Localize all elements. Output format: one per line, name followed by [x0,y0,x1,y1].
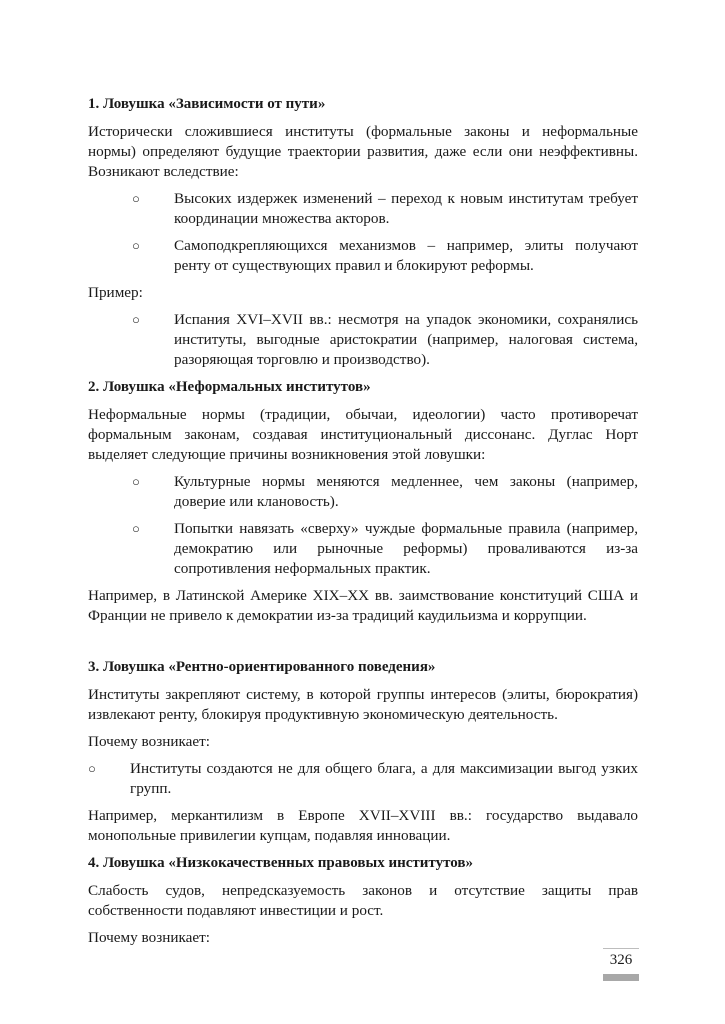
bullet-marker: ○ [132,312,140,327]
bullet-marker: ○ [88,761,96,776]
why-label: Почему возникает: [88,929,210,946]
list-item-text: Испания XVI–XVII вв.: несмотря на упадок экономики, сохранялись институты, выгодные аристократии (например, налоговая система, разоряющая торговлю и производство). [174,311,638,368]
section-3-intro: Институты закрепляют систему, в которой группы интересов (элиты, бюрократия) извлекают ренту, блокируя продуктивную экономическую деятельность. [88,686,638,723]
bullet-marker: ○ [132,474,140,489]
section-3-closing: Например, меркантилизм в Европе XVII–XVIII вв.: государство выдавало монопольные привилегии купцам, подавляя инновации. [88,807,638,844]
list-item [88,310,638,370]
list-item-text: Институты создаются не для общего блага, а для максимизации выгод узких групп. [130,760,638,797]
list-item [88,236,638,276]
section-1-heading: 1. Ловушка «Зависимости от пути» [88,96,326,112]
page-number: 326 [609,952,633,968]
list-item [88,189,638,229]
page-number-bar [603,974,639,981]
bullet-marker: ○ [132,191,140,206]
section-2-closing: Например, в Латинской Америке XIX–XX вв. заимствование конституций США и Франции не привело к демократии из-за традиций каудильизма и коррупции. [88,587,638,624]
list-item-text: Самоподкрепляющихся механизмов – например, элиты получают ренту от существующих правил и блокируют реформы. [174,237,638,274]
list-item-text: Высоких издержек изменений – переход к новым институтам требует координации множества акторов. [174,190,638,227]
page-content [88,94,638,955]
section-3-heading: 3. Ловушка «Рентно-ориентированного поведения» [88,659,436,675]
list-item [88,519,638,579]
list-item-text: Культурные нормы меняются медленнее, чем законы (например, доверие или клановость). [174,473,638,510]
bullet-marker: ○ [132,521,140,536]
page-number-divider [603,948,639,949]
why-label: Почему возникает: [88,733,210,750]
section-2-heading: 2. Ловушка «Неформальных институтов» [88,379,371,395]
list-item-text: Попытки навязать «сверху» чуждые формальные правила (например, демократию или рыночные реформы) проваливаются из-за сопротивления неформальных практик. [174,520,638,577]
section-spacer [88,633,638,657]
list-item [88,759,638,799]
section-4-heading: 4. Ловушка «Низкокачественных правовых институтов» [88,855,473,871]
section-4-intro: Слабость судов, непредсказуемость законов и отсутствие защиты прав собственности подавляют инвестиции и рост. [88,882,638,919]
section-2-intro: Неформальные нормы (традиции, обычаи, идеологии) часто противоречат формальным законам, создавая институциональный диссонанс. Дуглас Норт выделяет следующие причины возникновения этой ловушки: [88,406,638,463]
section-1-intro: Исторически сложившиеся институты (формальные законы и неформальные нормы) определяют будущие траектории развития, даже если они неэффективны. Возникают вследствие: [88,123,638,180]
bullet-marker: ○ [132,238,140,253]
list-item [88,472,638,512]
example-label: Пример: [88,284,143,301]
